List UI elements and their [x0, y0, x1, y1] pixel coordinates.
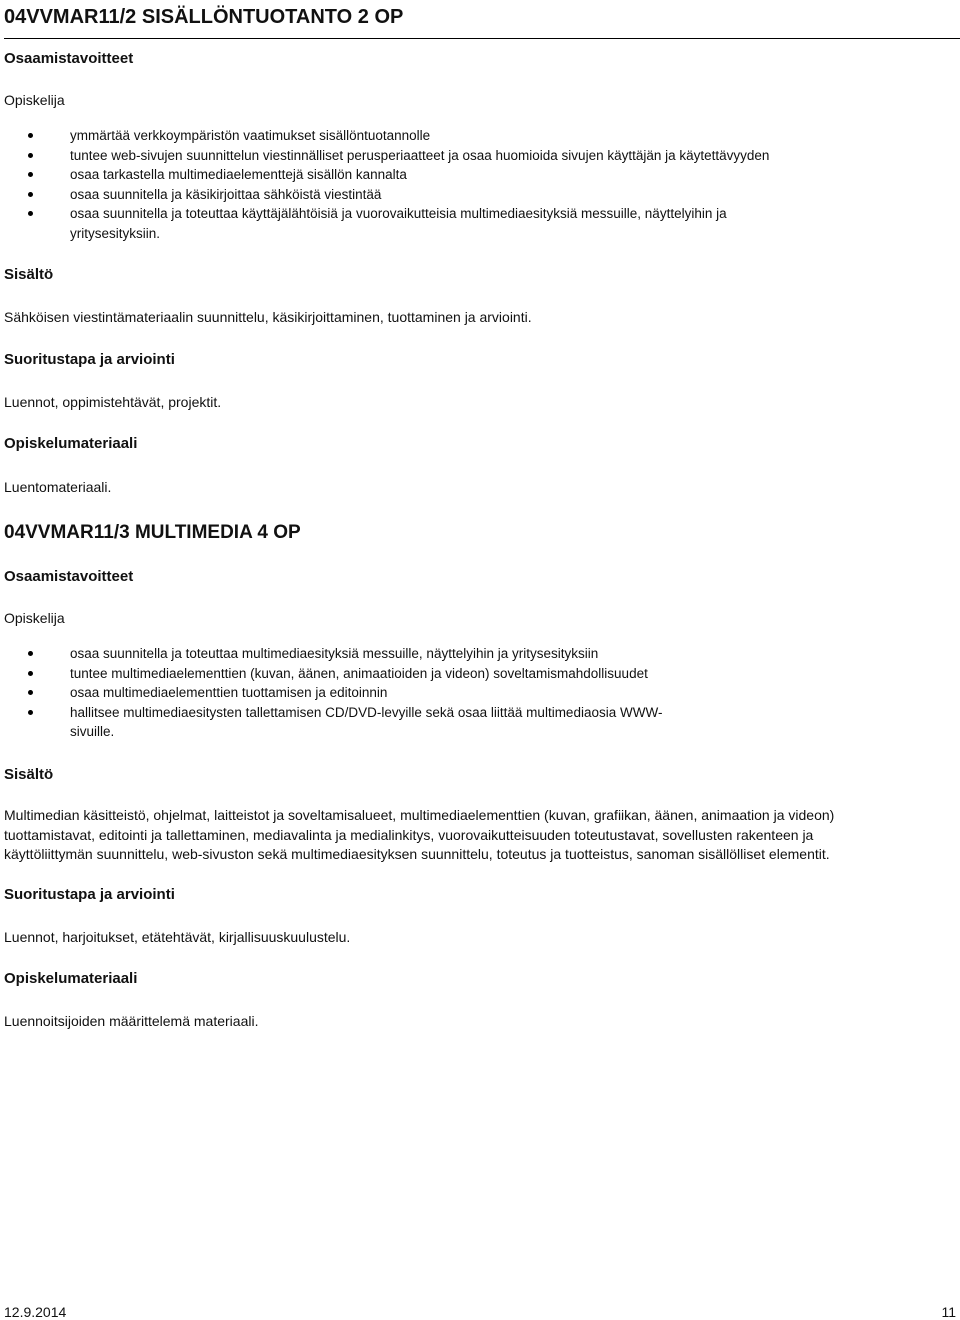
list-item: tuntee web-sivujen suunnittelun viestinnälliset perusperiaatteet ja osaa huomioida sivujen käyttäjän ja käytettävyyden — [28, 146, 769, 166]
course2-material-heading: Opiskelumateriaali — [4, 970, 138, 987]
list-item: hallitsee multimediaesitysten tallettamisen CD/DVD-levyille sekä osaa liittää multimediaosia WWW- — [28, 703, 662, 723]
bullet-icon — [28, 671, 33, 676]
course2-assessment-text: Luennot, harjoitukset, etätehtävät, kirjallisuuskuulustelu. — [4, 929, 351, 945]
course1-material-text: Luentomateriaali. — [4, 479, 112, 495]
course2-title: 04VVMAR11/3 MULTIMEDIA 4 OP — [4, 522, 301, 543]
course1-material-heading: Opiskelumateriaali — [4, 435, 138, 452]
course1-assessment-heading: Suoritustapa ja arviointi — [4, 351, 175, 368]
list-item: osaa suunnitella ja käsikirjoittaa sähköistä viestintää — [28, 185, 769, 205]
course2-goals-list — [28, 644, 662, 742]
bullet-icon — [28, 651, 33, 656]
bullet-icon — [28, 211, 33, 216]
bullet-icon — [28, 153, 33, 158]
title-divider — [4, 38, 960, 39]
course1-assessment-text: Luennot, oppimistehtävät, projektit. — [4, 394, 222, 410]
course1-goals-list — [28, 126, 769, 243]
bullet-icon — [28, 133, 33, 138]
list-item-continuation: yritysesityksiin. — [70, 225, 161, 241]
course2-content-text: Multimedian käsitteistö, ohjelmat, laitteistot ja soveltamisalueet, multimediaelementtien (kuvan, grafiikan, äänen, animaation ja videon) tuottamistavat, editointi ja tallettaminen, mediavalinta ja medialinkitys, vuorovaikutteisuuden toteutustavat, sovellusten rakenteen ja käyttöliittymän suunnittelu, web-sivuston sekä multimediaesityksen suunnittelu, toteutus ja tuotteistus, sanoman sisällölliset elementit. — [4, 807, 835, 862]
list-item: osaa suunnitella ja toteuttaa multimediaesityksiä messuille, näyttelyihin ja yritysesityksiin — [28, 644, 662, 664]
course2-goals-heading: Osaamistavoitteet — [4, 568, 134, 585]
bullet-icon — [28, 172, 33, 177]
course2-assessment-heading: Suoritustapa ja arviointi — [4, 886, 175, 903]
list-item: ymmärtää verkkoympäristön vaatimukset sisällöntuotannolle — [28, 126, 769, 146]
bullet-icon — [28, 192, 33, 197]
course1-student-label: Opiskelija — [4, 92, 65, 108]
list-item: osaa multimediaelementtien tuottamisen ja editoinnin — [28, 683, 662, 703]
course1-goals-heading: Osaamistavoitteet — [4, 50, 134, 67]
footer-date: 12.9.2014 — [4, 1304, 67, 1320]
course1-content-text: Sähköisen viestintämateriaalin suunnittelu, käsikirjoittaminen, tuottaminen ja arviointi. — [4, 309, 532, 325]
bullet-icon — [28, 710, 33, 715]
list-item: osaa tarkastella multimediaelementtejä sisällön kannalta — [28, 165, 769, 185]
list-item: osaa suunnitella ja toteuttaa käyttäjälähtöisiä ja vuorovaikutteisia multimediaesityksiä messuille, näyttelyihin ja — [28, 204, 769, 224]
list-item-continuation: sivuille. — [70, 724, 115, 739]
page-title: 04VVMAR11/2 SISÄLLÖNTUOTANTO 2 OP — [4, 6, 404, 28]
course2-material-text: Luennoitsijoiden määrittelemä materiaali. — [4, 1013, 259, 1029]
course2-student-label: Opiskelija — [4, 610, 65, 626]
page-number: 11 — [941, 1304, 956, 1320]
course1-content-heading: Sisältö — [4, 266, 54, 283]
list-item: tuntee multimediaelementtien (kuvan, äänen, animaatioiden ja videon) soveltamismahdollisuudet — [28, 664, 662, 684]
course2-content-heading: Sisältö — [4, 766, 54, 783]
bullet-icon — [28, 690, 33, 695]
